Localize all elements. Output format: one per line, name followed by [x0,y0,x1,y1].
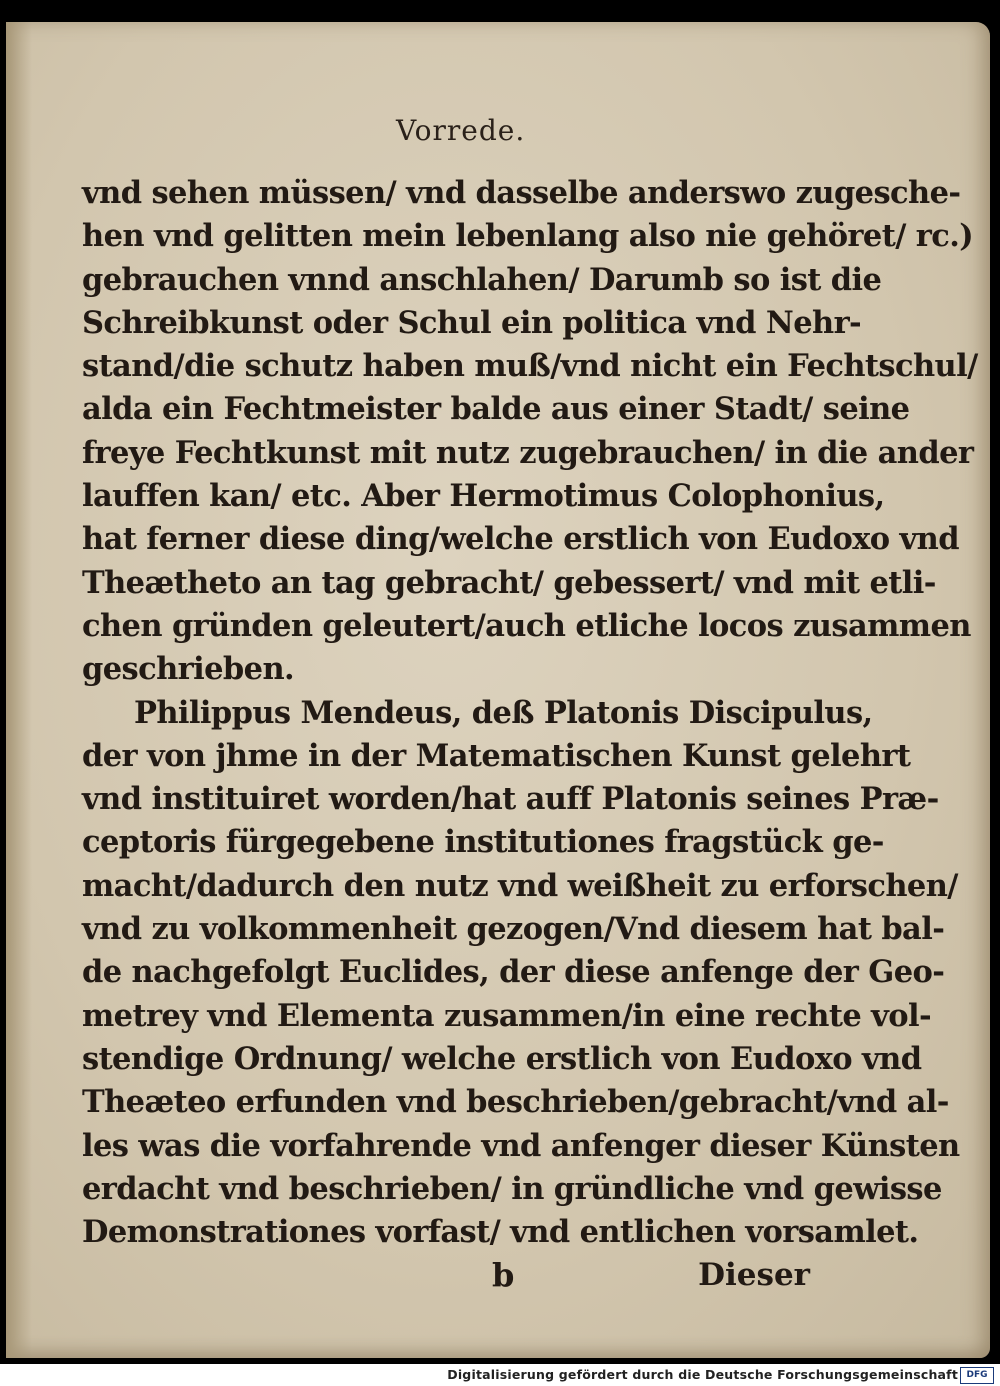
text-line: stand/die schutz haben muß/vnd nicht ein Fechtschul/ [82,348,978,385]
text-line: freye Fechtkunst mit nutz zugebrauchen/ in die ander [82,434,974,471]
text-line: hen vnd gelitten mein lebenlang also nie gehöret/ rc.) [82,218,974,255]
text-line: de nachgefolgt Euclides, der diese anfenge der Geo- [82,954,945,991]
text-line: gebrauchen vnnd anschlahen/ Darumb so ist die [82,261,882,298]
page-footer-line [82,1254,812,1297]
text-line: Schreibkunst oder Schul ein politica vnd Nehr- [82,304,862,341]
text-line: Demonstrationes vorfast/ vnd entlichen vorsamlet. [82,1214,919,1251]
body-text [82,172,978,1298]
text-line: vnd zu volkommenheit gezogen/Vnd diesem hat bal- [82,911,945,948]
text-line: vnd sehen müssen/ vnd dasselbe anderswo zugesche- [82,175,961,211]
text-line: geschrieben. [82,651,295,688]
text-line: chen gründen geleutert/auch etliche locos zusammen [82,607,971,644]
text-line: der von jhme in der Matematischen Kunst gelehrt [82,737,911,774]
dfg-logo-icon: DFG [960,1367,994,1384]
text-line: Theætheto an tag gebracht/ gebessert/ vnd mit etli- [82,564,936,601]
text-line: Philippus Mendeus, deß Platonis Discipulus, [134,694,873,731]
book-page [6,22,990,1358]
text-line: macht/dadurch den nutz vnd weißheit zu erforschen/ [82,867,958,904]
running-head: Vorrede. [396,114,526,147]
text-line: les was die vorfahrende vnd anfenger dieser Künsten [82,1127,960,1164]
signature-mark: b [492,1256,515,1295]
text-line: stendige Ordnung/ welche erstlich von Eudoxo vnd [82,1040,922,1077]
catchword: Dieser [698,1257,810,1294]
digitization-footer [0,1364,1000,1386]
text-line: hat ferner diese ding/welche erstlich von Eudoxo vnd [82,521,959,558]
funding-credit: Digitalisierung gefördert durch die Deutsche Forschungsgemeinschaft [447,1367,958,1382]
text-line: lauffen kan/ etc. Aber Hermotimus Colophonius, [82,478,885,515]
text-line: metrey vnd Elementa zusammen/in eine rechte vol- [82,997,932,1034]
text-line: vnd instituiret worden/hat auff Platonis seines Præ- [82,781,939,818]
text-line: erdacht vnd beschrieben/ in gründliche vnd gewisse [82,1170,942,1207]
text-line: alda ein Fechtmeister balde aus einer Stadt/ seine [82,391,910,428]
text-line: Theæteo erfunden vnd beschrieben/gebracht/vnd al- [82,1084,949,1121]
text-line: ceptoris fürgegebene institutiones fragstück ge- [82,824,884,861]
